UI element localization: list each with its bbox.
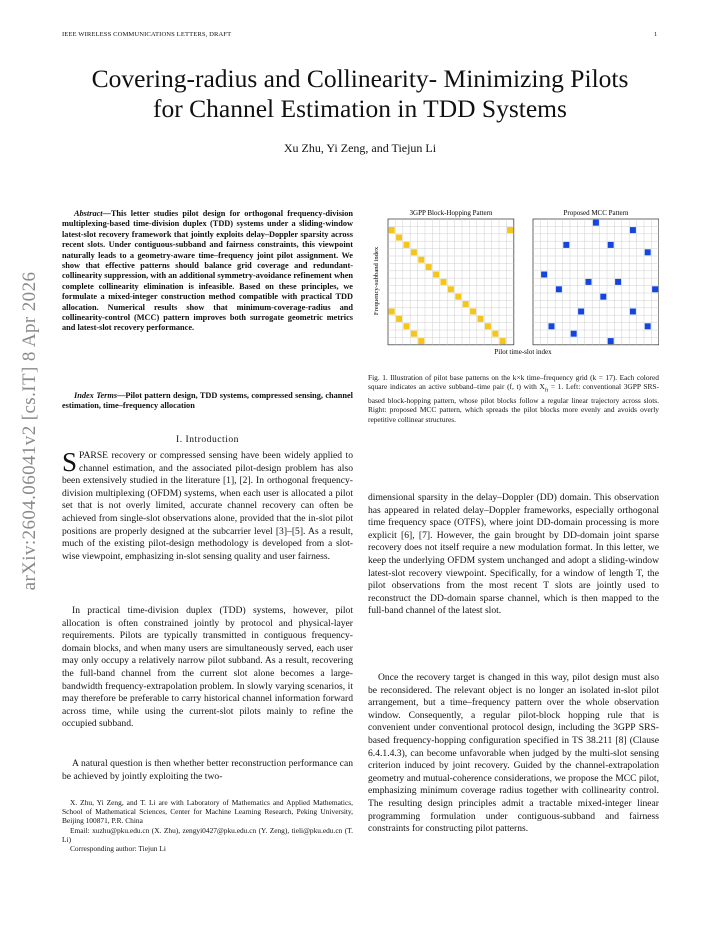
right-grid-pilot-cell: [600, 294, 606, 300]
paper-title: [40, 64, 680, 124]
right-grid-pilot-cell: [541, 272, 547, 278]
footnote-corresponding: Corresponding author: Tiejun Li: [70, 844, 166, 854]
right-panel-title: Proposed MCC Pattern: [563, 209, 629, 217]
left-grid-pilot-cell: [485, 323, 491, 329]
figure-1: [368, 206, 659, 356]
x-axis-label: Pilot time-slot index: [494, 348, 552, 356]
right-grid-pilot-cell: [549, 323, 555, 329]
right-grid-pilot-cell: [608, 338, 614, 344]
right-grid-pilot-cell: [630, 309, 636, 315]
right-grid-pilot-cell: [571, 331, 577, 337]
right-grid-pilot-cell: [645, 323, 651, 329]
section-heading: I. Introduction: [176, 434, 239, 445]
intro-paragraph-1-text: PARSE recovery or compressed sensing have been widely applied to channel estimation, and the associated pilot-design problem has also been extensively studied in the literature [1], [2]. In orthogonal frequency-division multiplexing (OFDM) systems, when each user is allocated a pilot set that is not overly limited, accurate channel recovery can often be achieved from single-slot observations alone, provided that the in-slot pilot positions are properly designed at the subcarrier level [3]–[5]. As a result, much of the existing pilot-design methodology is developed from a slot-wise viewpoint, emphasizing in-slot sensing quality and user fairness.: [62, 450, 353, 562]
left-grid-pilot-cell: [426, 264, 432, 270]
caption-subscript: ft: [544, 387, 549, 394]
intro-paragraph-1: [62, 447, 353, 563]
left-grid-pilot-cell: [396, 235, 402, 241]
right-grid-pilot-cell: [593, 220, 599, 226]
abstract-label: Abstract: [74, 209, 103, 218]
right-paragraph-2: Once the recovery target is changed in this way, pilot design must also be reconsidered. The relevant object is no longer an isolated in-slot pilot arrangement, but a time–frequency pattern over the whole observation window. Consequently, a regular pilot-block hopping rule that is convenient under conventional protocol design, including the 3GPP SRS-based frequency-hopping configuration specified in TS 38.211 [8] (Clause 6.4.1.4.3), can become unfavorable when judged by the multi-slot sensing criterion induced by joint recovery. Guided by the channel-extrapolation geometry and mutual-coherence considerations, we propose the MCC pilot, emphasizing minimum coverage radius together with collinearity control. The resulting design principles admit a tractable mixed-integer linear programming formulation under contiguous-subband and fairness constraints for constructing pilot patterns.: [368, 672, 659, 835]
right-grid-pilot-cell: [586, 279, 592, 285]
left-grid-pilot-cell: [463, 301, 469, 307]
author-list: Xu Zhu, Yi Zeng, and Tiejun Li: [283, 141, 437, 155]
left-grid-pilot-cell: [389, 227, 395, 233]
arxiv-stamp: arXiv:2604.06041v2 [cs.IT] 8 Apr 2026: [19, 271, 40, 591]
abstract: [62, 209, 353, 334]
title-line-1: Covering-radius and Collinearity- Minimizing Pilots: [91, 64, 629, 93]
caption-text-a: Fig. 1. Illustration of pilot base patterns on the k×k time–frequency grid (k = 17). Each colored square indicates an active subband–time pair (f, t) with X: [368, 373, 659, 392]
left-grid-pilot-cell: [411, 249, 417, 255]
intro-paragraph-2: In practical time-division duplex (TDD) systems, however, pilot allocation is often constrained jointly by protocol and physical-layer requirements. Pilots are typically transmitted in contiguous frequency-domain blocks, and when many users are simultaneously served, each user may only occupy a relatively narrow pilot subband. As a result, recovering the full-band channel from the current slot alone becomes a large-bandwidth frequency-extrapolation problem. In slowly varying scenarios, it may therefore be preferable to carry historical channel information forward across time, while using the current-slot pilots mainly to refine the occupied subband.: [62, 605, 353, 730]
left-grid-pilot-cell: [441, 279, 447, 285]
right-grid-pilot-cell: [615, 279, 621, 285]
left-grid-pilot-cell: [396, 316, 402, 322]
index-terms-label: Index Terms: [74, 391, 118, 400]
left-grid-pilot-cell: [418, 338, 424, 344]
dropcap: S: [62, 447, 78, 477]
left-grid-pilot-cell: [404, 242, 410, 248]
y-axis-label: Frequency-subband index: [373, 246, 380, 316]
right-grid: [533, 219, 659, 345]
right-grid-pilot-cell: [652, 286, 658, 292]
right-grid-pilot-cell: [630, 227, 636, 233]
figure-1-graphic: [368, 206, 659, 356]
intro-paragraph-3: A natural question is then whether better reconstruction performance can be achieved by jointly exploiting the two-: [62, 758, 353, 782]
left-grid-pilot-cell: [500, 338, 506, 344]
index-terms-text: —Pilot pattern design, TDD systems, compressed sensing, channel estimation, time–frequency allocation: [62, 391, 353, 411]
page-number: 1: [654, 31, 658, 38]
left-grid-pilot-cell: [492, 331, 498, 337]
left-grid-pilot-cell: [418, 257, 424, 263]
caption-text-b: = 1. Left: conventional 3GPP SRS-based block-hopping pattern, whose pilot blocks follow a regular linear trajectory across slots. Right: proposed MCC pattern, which spreads the pilot blocks more evenly and avoids overly repetitive collinear structures.: [368, 382, 659, 424]
left-panel-title: 3GPP Block-Hopping Pattern: [409, 209, 493, 217]
left-grid-pilot-cell: [389, 309, 395, 315]
right-grid-pilot-cell: [556, 286, 562, 292]
abstract-text: —This letter studies pilot design for orthogonal frequency-division multiplexing-based time-division duplex (TDD) systems under a sliding-window latest-slot recovery framework that jointly exploits delay–Doppler sparsity across recent slots. Under contiguous-subband and fairness constraints, this viewpoint naturally leads to a geometry-aware time–frequency joint pilot assignment. We show that effective patterns should balance grid coverage and redundant-collinearity suppression, with an additional symmetry-avoidance refinement when complete collinearity elimination is infeasible. Based on these principles, we formulate a mixed-integer construction method compatible with practical TDD allocation. Numerical results show that minimum-coverage-radius and collinearity-control (MCC) pattern improves both surrogate geometric metrics and latest-slot recovery performance.: [62, 209, 353, 333]
left-grid-pilot-cell: [404, 323, 410, 329]
left-grid: [388, 219, 514, 345]
figure-1-caption: [368, 373, 659, 424]
right-grid-pilot-cell: [608, 242, 614, 248]
running-head: IEEE WIRELESS COMMUNICATIONS LETTERS, DRAFT: [62, 31, 232, 38]
left-grid-pilot-cell: [448, 286, 454, 292]
right-grid-pilot-cell: [578, 309, 584, 315]
title-line-2: for Channel Estimation in TDD Systems: [153, 94, 567, 123]
left-grid-pilot-cell: [507, 227, 513, 233]
left-grid-pilot-cell: [411, 331, 417, 337]
left-grid-pilot-cell: [433, 272, 439, 278]
right-grid-pilot-cell: [645, 249, 651, 255]
left-grid-pilot-cell: [455, 294, 461, 300]
footnote-affiliation: X. Zhu, Yi Zeng, and T. Li are with Laboratory of Mathematics and Applied Mathematics, School of Mathematical Sciences, Center for Machine Learning Research, Peking University, Beijing 100871, P.R. China: [62, 798, 353, 826]
left-grid-pilot-cell: [478, 316, 484, 322]
right-grid-pilot-cell: [563, 242, 569, 248]
index-terms: [62, 391, 353, 412]
footnote-email: Email: xuzhu@pku.edu.cn (X. Zhu), zengyi0427@pku.edu.cn (Y. Zeng), tieli@pku.edu.cn (T. Li): [62, 825, 353, 844]
left-grid-pilot-cell: [470, 309, 476, 315]
right-paragraph-1: dimensional sparsity in the delay–Doppler (DD) domain. This observation has appeared in related delay–Doppler frameworks, especially orthogonal time frequency space (OTFS), where joint DD-domain processing is more explicit [6], [7]. However, the gain brought by DD-domain joint sparse recovery does not itself require a new modulation format. In this letter, we keep the underlying OFDM system unchanged and adopt a sliding-window latest-slot recovery viewpoint. Specifically, for a window of length T, the pilot observations from the most recent T slots are jointly used to reconstruct the DD-domain sparse channel, which is then mapped to the full-band channel of the latest slot.: [368, 492, 659, 617]
footnote: [62, 798, 353, 853]
